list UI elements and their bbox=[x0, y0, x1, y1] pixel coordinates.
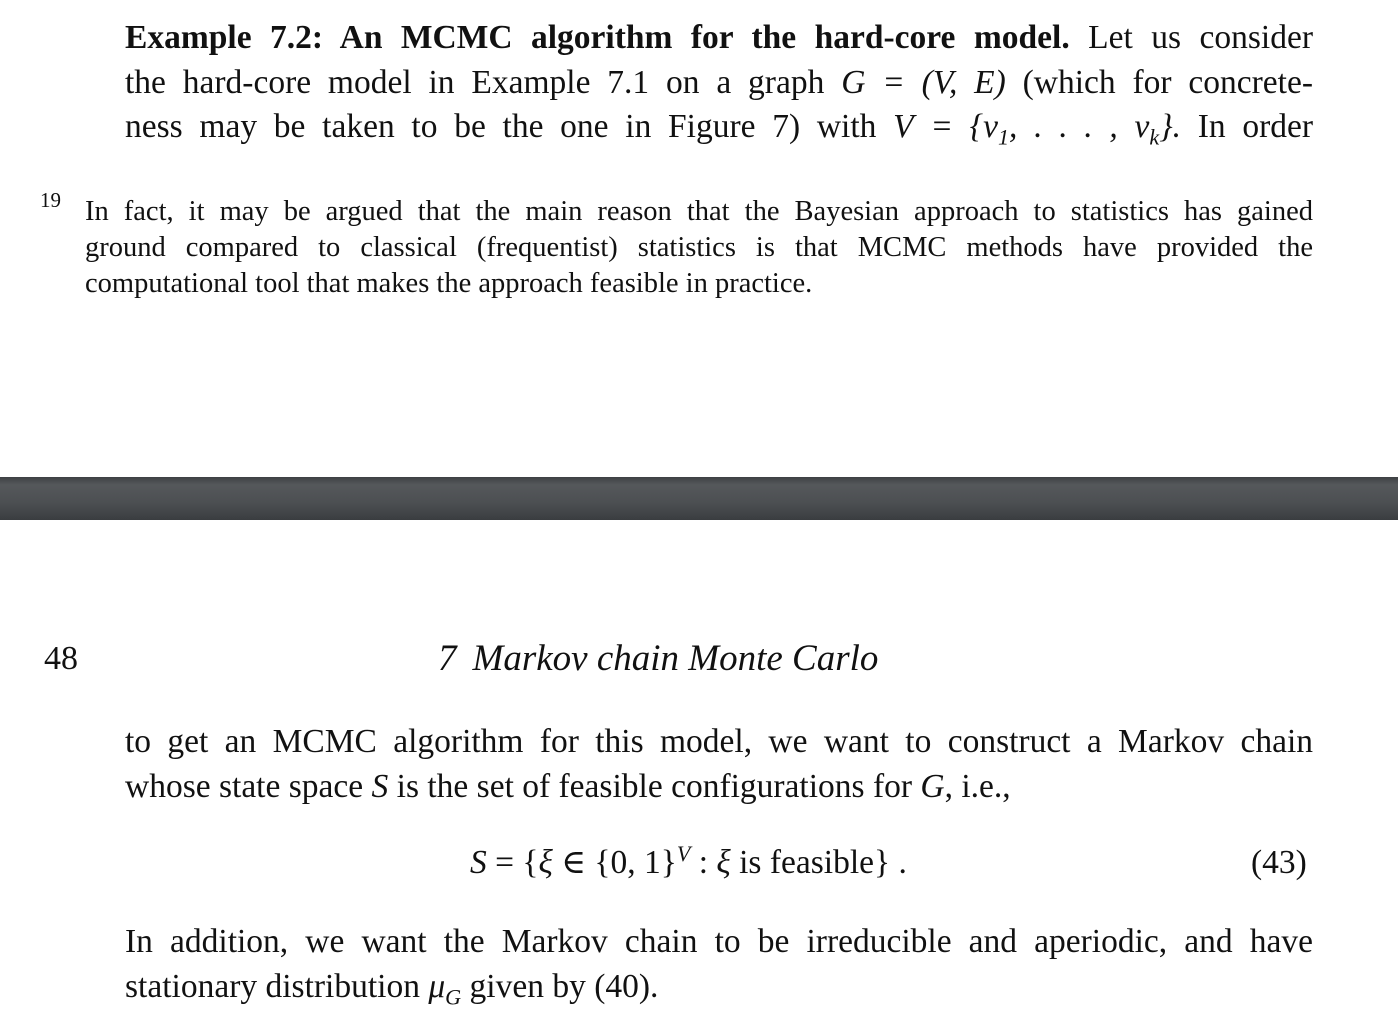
footnote-marker: 19 bbox=[40, 188, 61, 212]
chapter-number: 7 bbox=[438, 638, 457, 679]
paragraph-line: to get an MCMC algorithm for this model, we want to construct a Markov chain bbox=[125, 723, 1313, 760]
equation-number: (43) bbox=[1251, 844, 1307, 881]
footnote-line: computational tool that makes the approach feasible in practice. bbox=[85, 268, 813, 299]
paragraph-line: In addition, we want the Markov chain to be irreducible and aperiodic, and have bbox=[125, 923, 1313, 960]
graph-math: G = (V, E) bbox=[841, 63, 1006, 101]
example-paragraph bbox=[125, 16, 1313, 150]
footnote-line: ground compared to classical (frequentist) statistics is that MCMC methods have provided the bbox=[85, 232, 1313, 263]
top-page bbox=[0, 0, 1398, 477]
vertex-set-math: = {$v_1$, . . . , $v_k$}. bbox=[930, 108, 1181, 150]
equation-43: S = {ξ ∈ {0, 1}$^V$ : ξ is feasible} . bbox=[470, 840, 907, 881]
example-line-3: ness may be taken to be the one in Figure 7) with $V = \{v_1$, . . . , $v_k$}. In order bbox=[125, 108, 1314, 150]
example-line-2: the hard-core model in Example 7.1 on a graph G = (V, E) (which for concrete- bbox=[125, 63, 1313, 101]
paragraph-line: stationary distribution $\mu_G$ given by (40). bbox=[125, 967, 659, 1010]
example-line-1: Example 7.2: An MCMC algorithm for the hard-core model. Let us consider bbox=[125, 19, 1313, 56]
footnote bbox=[85, 194, 1313, 302]
stationary-paragraph bbox=[125, 920, 1313, 1009]
state-space-paragraph bbox=[125, 720, 1313, 809]
page-divider bbox=[0, 477, 1398, 520]
page-number: 48 bbox=[44, 640, 78, 677]
example-heading: Example 7.2: An MCMC algorithm for the hard-core model. bbox=[125, 19, 1070, 56]
paragraph-line: whose state space S is the set of feasible configurations for G, i.e., bbox=[125, 767, 1011, 805]
running-head bbox=[438, 638, 878, 680]
footnote-line: In fact, it may be argued that the main reason that the Bayesian approach to statistics has gained bbox=[85, 196, 1313, 227]
chapter-title: Markov chain Monte Carlo bbox=[472, 638, 879, 679]
